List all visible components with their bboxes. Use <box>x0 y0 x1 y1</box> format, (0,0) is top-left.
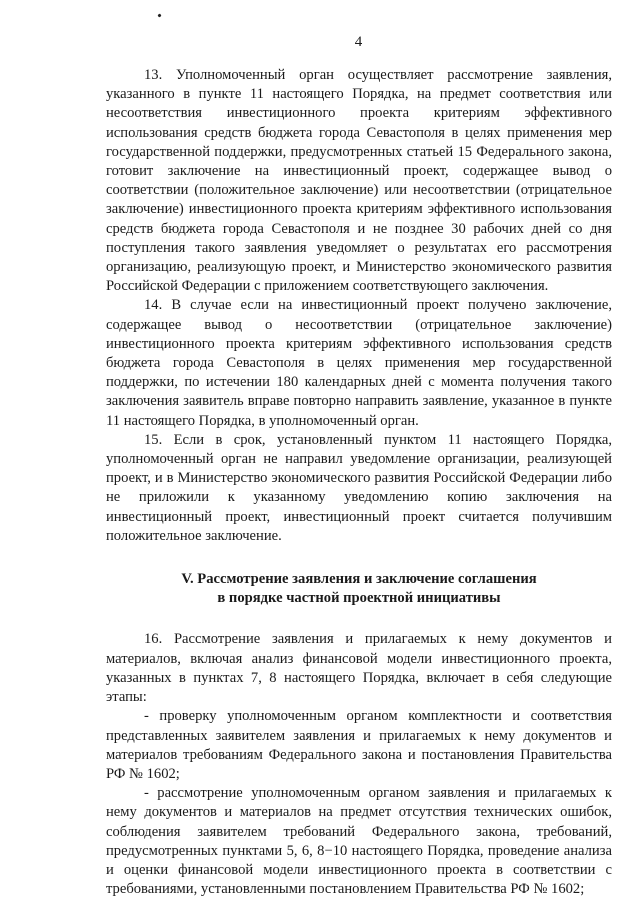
paragraph-14: 14. В случае если на инвестиционный проект получено заключение, содержащее вывод о несоответствии (отрицательное заключение) инвестиционного проекта критериям эффективного использования средств бюджета города Севастополя в целях применения мер государственной поддержки, по истечении 180 календарных дней с момента получения такого заключения заявитель вправе повторно направить заявление, указанное в пункте 11 настоящего Порядка, в уполномоченный орган. <box>106 297 612 429</box>
list-item-completeness-check: - проверку уполномоченным органом комплектности и соответствия представленных заявителем заявления и прилагаемых к нему документов и материалов требованиям Федерального закона и постановления Правительства РФ № 1602; <box>106 708 612 782</box>
page-number: 4 <box>354 34 363 50</box>
paragraph-15: 15. Если в срок, установленный пунктом 11 настоящего Порядка, уполномоченный орган не направил уведомление организации, реализующей проект, и в Министерство экономического развития Российской Федерации либо не приложили к указанному уведомлению копию заключения на инвестиционный проект, инвестиционный проект считается получившим положительное заключение. <box>106 431 612 544</box>
paragraph-16: 16. Рассмотрение заявления и прилагаемых к нему документов и материалов, включая анализ финансовой модели инвестиционного проекта, указанных в пунктах 7, 8 настоящего Порядка, включает в себя следующие этапы: <box>106 631 612 706</box>
document-body <box>106 66 612 899</box>
section-heading <box>106 570 612 608</box>
section-heading-line-2: в порядке частной проектной инициативы <box>217 590 501 607</box>
list-item-application-review: - рассмотрение уполномоченным органом заявления и прилагаемых к нему документов и материалов на предмет отсутствия технических ошибок, соблюдения заявителем требований Федерального закона, требований, предусмотренных пунктами 5, 6, 8−10 настоящего Порядка, проведение анализа и оценки финансовой модели инвестиционного проекта в соответствии с требованиями, установленными постановлением Правительства РФ № 1602; <box>106 785 612 898</box>
paragraph-13: 13. Уполномоченный орган осуществляет рассмотрение заявления, указанного в пункте 11 настоящего Порядка, на предмет соответствия или несоответствия инвестиционного проекта критериям эффективного использования средств бюджета города Севастополя в целях применения мер государственной поддержки, предусмотренных статьей 15 Федерального закона, готовит заключение на инвестиционный проект, содержащее вывод о соответствии (положительное заключение) или несоответствии (отрицательное заключение) инвестиционного проекта критериям эффективного использования средств бюджета города Севастополя и не позднее 30 рабочих дней со дня поступления такого заявления уведомляет о результатах его рассмотрения организацию, реализующую проект, и Министерство экономического развития Российской Федерации с приложением соответствующего заключения. <box>106 67 612 295</box>
section-heading-line-1: V. Рассмотрение заявления и заключение соглашения <box>181 571 537 588</box>
scan-speck <box>157 13 161 17</box>
